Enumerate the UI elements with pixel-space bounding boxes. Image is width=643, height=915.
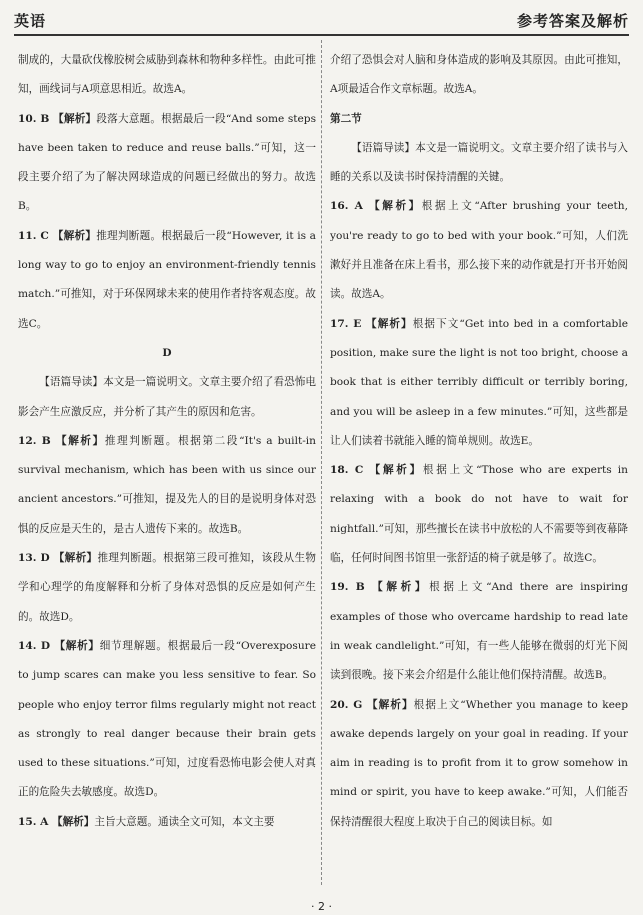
- analysis-tag: 【解析】: [366, 317, 413, 330]
- answer-item: [18, 427, 316, 544]
- answer-number: 17. E: [330, 317, 367, 330]
- answer-item: [18, 808, 316, 837]
- analysis-text: 推理判断题。根据第二段“It's a built-in survival mechanism, which has been with us since our ancient ancestors.”可推知，提及先人的目的是说明身体对恐惧的反应是天生的，是古人遗传下来的。故选B。: [18, 434, 317, 535]
- analysis-tag: 【解析】: [52, 229, 97, 242]
- analysis-text: 主旨大意题。通读全文可知，本文主要: [94, 815, 275, 828]
- analysis-text: 推理判断题。根据第三段可推知，该段从生物学和心理学的角度解释和分析了身体对恐惧的反应是如何产生的。故选D。: [18, 552, 317, 623]
- answer-number: 16. A: [330, 200, 370, 213]
- continued-paragraph: 介绍了恐惧会对人脑和身体造成的影响及其原因。由此可推知，A项最适合作文章标题。故选A。: [330, 54, 628, 96]
- analysis-text: 根据上文“After brushing your teeth, you're ready to go to bed with your book.”可知，人们洗漱好并且准备在床上看书，那么接下来的动作就是打开书开始阅读。故选A。: [330, 200, 628, 301]
- left-column: [18, 46, 316, 837]
- section-title-header: 参考答案及解析: [516, 12, 629, 30]
- answer-number: 18. C: [330, 464, 370, 477]
- analysis-tag: 【解析】: [53, 112, 97, 125]
- answer-item: [18, 105, 316, 222]
- passage-guide: 【语篇导读】本文是一篇说明文。文章主要介绍了看恐怖电影会产生应激反应，并分析了其产生的原因和危害。: [18, 376, 316, 418]
- passage-guide: 【语篇导读】本文是一篇说明文。文章主要介绍了读书与入睡的关系以及读书时保持清醒的关键。: [330, 141, 628, 184]
- analysis-tag: 【解析】: [52, 815, 95, 828]
- answer-item: [18, 222, 316, 339]
- answer-number: 12. B: [18, 434, 56, 447]
- answer-number: 10. B: [18, 112, 54, 125]
- answer-item: [18, 632, 316, 808]
- analysis-text: 根据上文“Those who are experts in relaxing with a book do not have to wait for nightfall.”可知，那些擅长在读书中放松的人不需要等到夜幕降临，任何时间图书馆里一张舒适的椅子就是够了。故选C。: [330, 464, 628, 565]
- answer-item: [18, 544, 316, 632]
- answer-item: [330, 310, 628, 456]
- continued-paragraph: 制成的，大量砍伐橡胶树会威胁到森林和物种多样性。由此可推知，画线词与A项意思相近。故选A。: [18, 54, 316, 96]
- passage-heading: D: [162, 346, 172, 359]
- analysis-text: 推理判断题。根据最后一段“However, it is a long way to go to enjoy an environment-friendly tennis match.”可推知，对于环保网球未来的使用作者持客观态度。故选C。: [18, 229, 316, 330]
- answer-item: [330, 192, 628, 309]
- analysis-tag: 【解析】: [369, 464, 423, 477]
- analysis-tag: 【解析】: [54, 639, 100, 652]
- analysis-tag: 【解析】: [367, 698, 414, 711]
- analysis-tag: 【解析】: [372, 581, 430, 594]
- analysis-tag: 【解析】: [369, 200, 422, 213]
- analysis-text: 段落大意题。根据最后一段“And some steps have been taken to reduce and reuse balls.”可知，这一段主要介绍了为了解决网球造成的问题已经做出的努力。故选B。: [18, 112, 317, 213]
- analysis-text: 根据上文“Whether you manage to keep awake depends largely on your goal in reading. If your aim in reading is to profit from it to grow somehow in mind or spirit, you have to keep awake.”可知，人们能否保持清醒很大程度上取决于自己的阅读目标。如: [330, 698, 628, 828]
- analysis-tag: 【解析】: [56, 434, 105, 447]
- answer-item: [330, 456, 628, 573]
- right-column: [330, 46, 628, 837]
- answer-number: 13. D: [18, 552, 54, 565]
- analysis-text: 根据上文“And there are inspiring examples of those who overcame hardship to read late in weak candlelight.”可知，有一些人能够在微弱的灯光下阅读到很晚。接下来会介绍是什么能让他们保持清醒。故选B。: [330, 581, 629, 682]
- column-divider: [321, 40, 322, 885]
- page-header: [14, 6, 629, 36]
- analysis-tag: 【解析】: [53, 552, 98, 565]
- answer-number: 20. G: [330, 698, 367, 711]
- analysis-text: 根据下文“Get into bed in a comfortable position, make sure the light is not too bright, choose a book that is either terribly difficult or terribly boring, and you will be asleep in a few minutes.”可知，这些都是让人们读着书就能入睡的简单规则。故选E。: [330, 317, 628, 447]
- answer-item: [330, 691, 628, 837]
- answer-number: 19. B: [330, 581, 373, 594]
- section-heading: 第二节: [330, 112, 362, 125]
- page-number: · 2 ·: [311, 900, 332, 913]
- subject-title: 英语: [14, 12, 47, 30]
- answer-number: 11. C: [18, 229, 53, 242]
- answer-number: 15. A: [18, 815, 53, 828]
- answer-number: 14. D: [18, 639, 55, 652]
- answer-item: [330, 573, 628, 690]
- analysis-text: 细节理解题。根据最后一段“Overexposure to jump scares can make you less sensitive to fear. So people who enjoy terror films regularly might not react as strongly to real danger because their brain gets used to these situations.”可知，过度看恐怖电影会使人对真正的危险失去敏感度。故选D。: [18, 639, 316, 799]
